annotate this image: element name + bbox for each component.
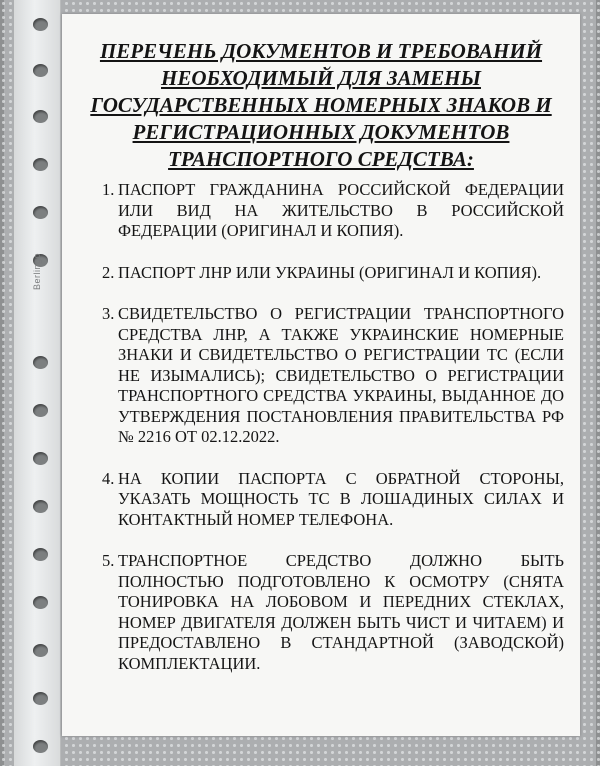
punch-hole	[33, 500, 48, 513]
list-item	[102, 469, 564, 531]
list-item	[102, 263, 564, 284]
punch-hole	[33, 356, 48, 369]
punch-hole	[33, 404, 48, 417]
punch-hole	[33, 452, 48, 465]
list-item-number: 3.	[102, 304, 115, 323]
punch-hole	[33, 206, 48, 219]
list-item-number: 5.	[102, 551, 115, 570]
punch-hole	[33, 740, 48, 753]
list-item	[102, 180, 564, 242]
document-sheet	[62, 14, 580, 736]
document-title: ПЕРЕЧЕНЬ ДОКУМЕНТОВ И ТРЕБОВАНИЙ НЕОБХОДИМЫЙ ДЛЯ ЗАМЕНЫ ГОСУДАРСТВЕННЫХ НОМЕРНЫХ ЗНАКОВ И РЕГИСТРАЦИОННЫХ ДОКУМЕНТОВ ТРАНСПОРТНОГО СРЕДСТВА:	[90, 39, 552, 171]
punch-hole	[33, 692, 48, 705]
list-item-text: ПАСПОРТ ЛНР ИЛИ УКРАИНЫ (ОРИГИНАЛ И КОПИЯ).	[118, 262, 542, 282]
punch-hole	[33, 548, 48, 561]
list-item-text: ПАСПОРТ ГРАЖДАНИНА РОССИЙСКОЙ ФЕДЕРАЦИИ ИЛИ ВИД НА ЖИТЕЛЬСТВО В РОССИЙСКОЙ ФЕДЕРАЦИИ (ОРИГИНАЛ И КОПИЯ).	[118, 180, 564, 240]
list-item	[102, 551, 564, 674]
list-item-text: СВИДЕТЕЛЬСТВО О РЕГИСТРАЦИИ ТРАНСПОРТНОГО СРЕДСТВА ЛНР, А ТАКЖЕ УКРАИНСКИЕ НОМЕРНЫЕ ЗНАКИ И СВИДЕТЕЛЬСТВО О РЕГИСТРАЦИИ ТС (ЕСЛИ НЕ ИЗЫМАЛИСЬ); СВИДЕТЕЛЬСТВО О РЕГИСТРАЦИИ ТРАНСПОРТНОГО СРЕДСТВА УКРАИНЫ, ВЫДАННОЕ ДО УТВЕРЖДЕНИЯ ПОСТАНОВЛЕНИЯ ПРАВИТЕЛЬСТВА РФ № 2216 ОТ 02.12.2022.	[118, 304, 564, 446]
punch-hole	[33, 596, 48, 609]
list-item-number: 4.	[102, 468, 115, 488]
list-item-text: НА КОПИИ ПАСПОРТА С ОБРАТНОЙ СТОРОНЫ, УКАЗАТЬ МОЩНОСТЬ ТС В ЛОШАДИНЫХ СИЛАХ И КОНТАКТНЫЙ НОМЕР ТЕЛЕФОНА.	[118, 468, 564, 529]
list-item	[102, 304, 564, 448]
punch-hole	[33, 110, 48, 123]
punch-hole	[33, 64, 48, 77]
requirements-list	[102, 180, 564, 695]
punch-hole	[33, 644, 48, 657]
sleeve-brand-label: Berlingo	[32, 252, 42, 290]
punch-hole	[33, 18, 48, 31]
list-item-text: ТРАНСПОРТНОЕ СРЕДСТВО ДОЛЖНО БЫТЬ ПОЛНОСТЬЮ ПОДГОТОВЛЕНО К ОСМОТРУ (СНЯТА ТОНИРОВКА НА ЛОБОВОМ И ПЕРЕДНИХ СТЕКЛАХ, НОМЕР ДВИГАТЕЛЯ ДОЛЖЕН БЫТЬ ЧИСТ И ЧИТАЕМ) И ПРЕДОСТАВЛЕНО В СТАНДАРТНОЙ (ЗАВОДСКОЙ) КОМПЛЕКТАЦИИ.	[118, 551, 564, 673]
list-item-number: 2.	[102, 262, 115, 282]
punch-hole	[33, 158, 48, 171]
punched-strip	[14, 0, 61, 766]
list-item-number: 1.	[102, 180, 115, 199]
